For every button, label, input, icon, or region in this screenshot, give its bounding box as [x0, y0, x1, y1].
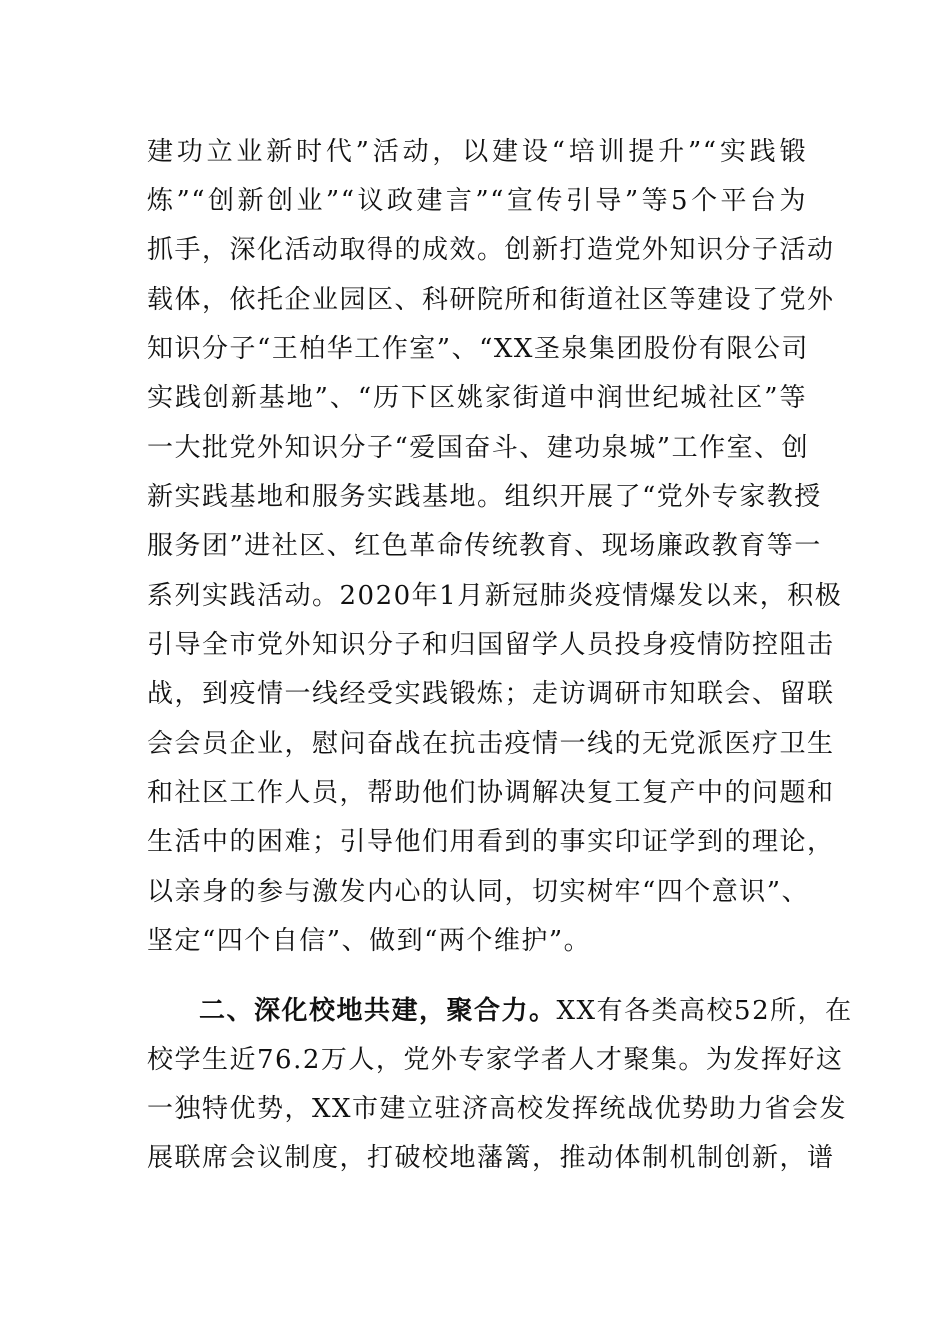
paragraph-1-line-17: 坚定“四个自信”、做到“两个维护”。	[147, 926, 592, 956]
paragraph-2-line-3: 一独特优势，XX市建立驻济高校发挥统战优势助力省会发	[147, 1094, 848, 1124]
paragraph-1-line-11: 引导全市党外知识分子和归国留学人员投身疫情防控阻击	[147, 630, 835, 660]
paragraph-1-line-12: 战，到疫情一线经受实践锻炼；走访调研市知联会、留联	[147, 679, 835, 709]
paragraph-1-line-2: 炼”“创新创业”“议政建言”“宣传引导”等5个平台为	[147, 186, 807, 216]
paragraph-1-line-14: 和社区工作人员，帮助他们协调解决复工复产中的问题和	[147, 778, 835, 808]
paragraph-1-line-5: 知识分子“王柏华工作室”、“XX圣泉集团股份有限公司	[147, 334, 809, 364]
paragraph-1-line-6: 实践创新基地”、“历下区姚家街道中润世纪城社区”等	[147, 383, 807, 413]
paragraph-2-line-1	[199, 991, 853, 1031]
section-heading: 二、深化校地共建，聚合力。	[199, 996, 557, 1026]
paragraph-1-line-7: 一大批党外知识分子“爱国奋斗、建功泉城”工作室、创	[147, 433, 810, 463]
paragraph-1-line-10: 系列实践活动。2020年1月新冠肺炎疫情爆发以来，积极	[147, 581, 843, 611]
paragraph-2-line-2: 校学生近76.2万人，党外专家学者人才聚集。为发挥好这	[147, 1045, 844, 1075]
paragraph-1-line-1: 建功立业新时代”活动，以建设“培训提升”“实践锻	[147, 137, 807, 167]
paragraph-1-line-3: 抓手，深化活动取得的成效。创新打造党外知识分子活动	[147, 235, 835, 265]
paragraph-1-line-8: 新实践基地和服务实践基地。组织开展了“党外专家教授	[147, 482, 822, 512]
paragraph-1-line-4: 载体，依托企业园区、科研院所和街道社区等建设了党外	[147, 285, 835, 315]
paragraph-2-line-4: 展联席会议制度，打破校地藩篱，推动体制机制创新，谱	[147, 1143, 835, 1173]
paragraph-1-line-13: 会会员企业，慰问奋战在抗击疫情一线的无党派医疗卫生	[147, 729, 835, 759]
paragraph-1-line-9: 服务团”进社区、红色革命传统教育、现场廉政教育等一	[147, 531, 822, 561]
paragraph-1-line-16: 以亲身的参与激发内心的认同，切实树牢“四个意识”、	[147, 877, 810, 907]
paragraph-1-line-15: 生活中的困难；引导他们用看到的事实印证学到的理论，	[147, 827, 835, 857]
paragraph-2-line-1-text: XX有各类高校52所，在	[556, 996, 853, 1026]
